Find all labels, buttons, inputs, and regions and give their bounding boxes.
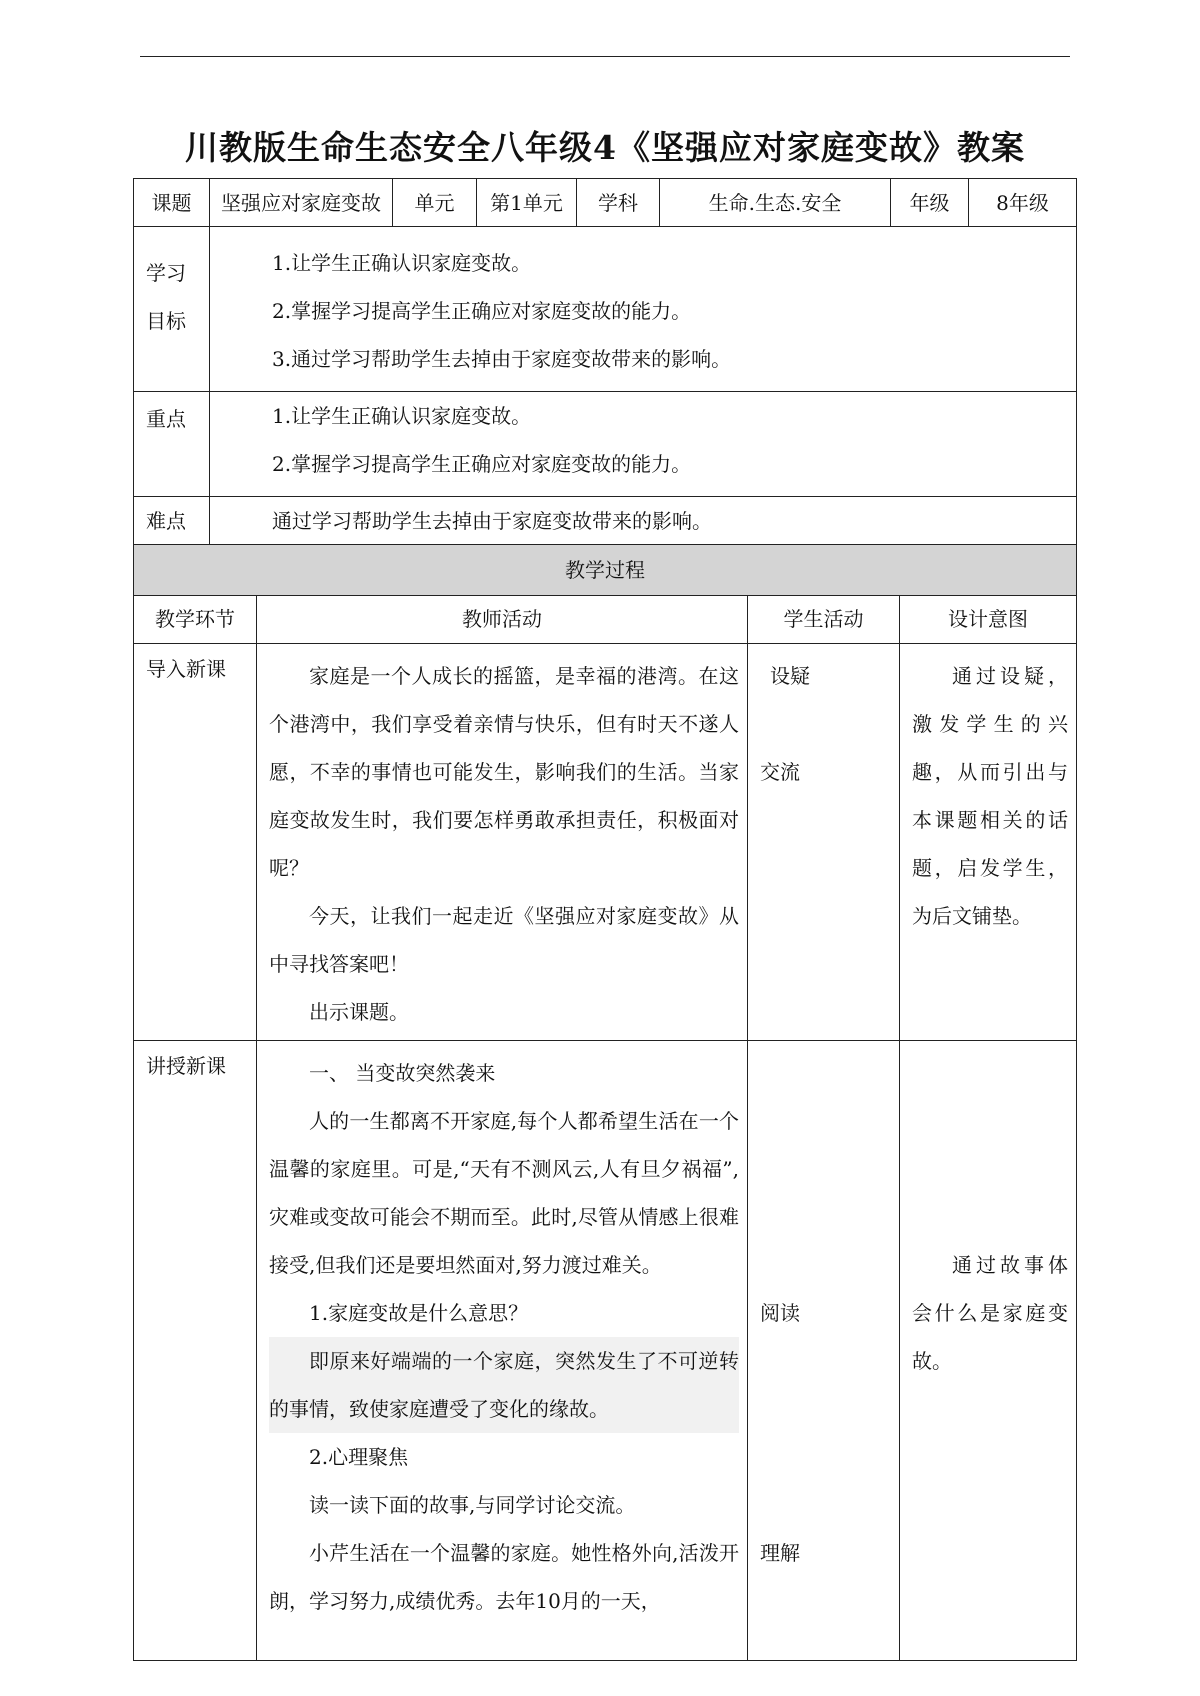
design-intent-text: 通过故事体会什么是家庭变故。 [912,1252,1068,1373]
lesson-paragraph: 读一读下面的故事,与同学讨论交流。 [309,1492,636,1517]
key-point-item: 1.让学生正确认识家庭变故。 [272,404,532,428]
topic-label: 课题 [134,179,210,227]
difficulties-label: 难点 [134,497,210,545]
student-activity-item: 理解 [760,1540,800,1565]
key-points-content [210,392,1077,497]
intro-design-intent [900,643,1077,1040]
key-points-row [134,392,1077,497]
question-heading: 1.家庭变故是什么意思？ [309,1300,529,1325]
objective-item: 2.掌握学习提高学生正确应对家庭变故的能力。 [272,299,692,323]
intro-student-activity [748,643,900,1040]
objective-item: 3.通过学习帮助学生去掉由于家庭变故带来的影响。 [272,347,732,371]
column-header-stage: 教学环节 [134,595,257,643]
header-rule [140,56,1070,57]
intro-paragraph: 家庭是一个人成长的摇篮，是幸福的港湾。在这个港湾中，我们享受着亲情与快乐，但有时天不遂人愿，不幸的事情也可能发生，影响我们的生活。当家庭变故发生时，我们要怎样勇敢承担责任，积极面对呢？ [269,663,739,880]
objective-item: 1.让学生正确认识家庭变故。 [272,251,532,275]
new-lesson-teacher-activity [257,1040,748,1660]
new-lesson-row [134,1040,1077,1660]
column-header-teacher: 教师活动 [257,595,748,643]
process-header-row [134,545,1077,596]
section-heading: 2.心理聚焦 [309,1444,409,1469]
objectives-label-line2: 目标 [146,309,186,333]
process-header: 教学过程 [134,545,1077,596]
intro-stage: 导入新课 [134,643,257,1040]
student-activity-item: 阅读 [760,1300,800,1325]
new-lesson-student-activity [748,1040,900,1660]
objectives-label [134,227,210,392]
student-activity-item: 交流 [760,759,800,784]
definition-paragraph: 即原来好端端的一个家庭，突然发生了不可逆转的事情，致使家庭遭受了变化的缘故。 [269,1337,739,1433]
process-table [133,595,1077,1661]
key-points-label: 重点 [134,392,210,497]
unit-label: 单元 [393,179,477,227]
grade-value: 8年级 [969,179,1077,227]
subject-label: 学科 [577,179,660,227]
intro-teacher-activity [257,643,748,1040]
grade-label: 年级 [891,179,969,227]
column-header-design: 设计意图 [900,595,1077,643]
design-intent-text: 通过设疑，激发学生的兴趣，从而引出与本课题相关的话题，启发学生，为后文铺垫。 [912,663,1068,928]
subject-value: 生命.生态.安全 [660,179,891,227]
topic-value: 坚强应对家庭变故 [210,179,393,227]
info-row [134,179,1077,227]
unit-value: 第1单元 [477,179,577,227]
student-activity-item: 设疑 [770,663,810,688]
key-point-item: 2.掌握学习提高学生正确应对家庭变故的能力。 [272,452,692,476]
story-paragraph: 小芹生活在一个温馨的家庭。她性格外向,活泼开朗，学习努力,成绩优秀。去年10月的一天， [269,1540,739,1613]
difficulties-row [134,497,1077,545]
objectives-row [134,227,1077,392]
intro-paragraph: 出示课题。 [309,999,409,1024]
lesson-paragraph: 人的一生都离不开家庭,每个人都希望生活在一个温馨的家庭里。可是,“天有不测风云,人有旦夕祸福”,灾难或变故可能会不期而至。此时,尽管从情感上很难接受,但我们还是要坦然面对,努力渡过难关。 [269,1108,739,1277]
section-heading: 一、 当变故突然袭来 [309,1060,496,1085]
document-title: 川教版生命生态安全八年级4《坚强应对家庭变故》教案 [185,128,1025,167]
lesson-plan-table [133,178,1077,596]
objectives-content [210,227,1077,392]
new-lesson-stage: 讲授新课 [134,1040,257,1660]
difficulties-content: 通过学习帮助学生去掉由于家庭变故带来的影响。 [210,497,1077,545]
lesson-plan-table-frame [133,178,1076,1661]
objectives-label-line1: 学习 [146,261,186,285]
new-lesson-design-intent [900,1040,1077,1660]
process-columns-row [134,595,1077,643]
intro-paragraph: 今天，让我们一起走近《坚强应对家庭变故》从中寻找答案吧！ [269,903,739,976]
intro-row [134,643,1077,1040]
column-header-student: 学生活动 [748,595,900,643]
